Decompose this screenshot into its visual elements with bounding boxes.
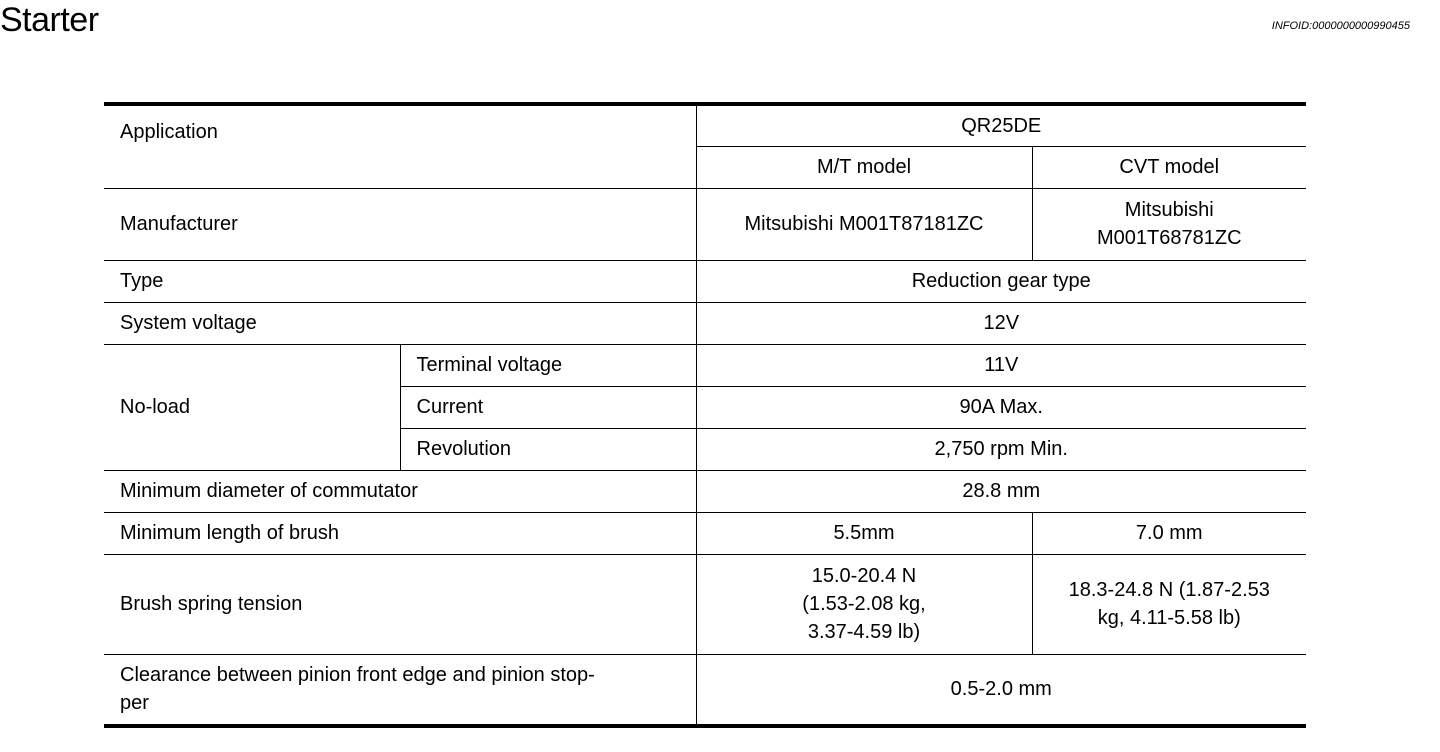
- starter-spec-table: [104, 102, 1306, 728]
- brush-spring-mt-line1: 15.0-20.4 N: [811, 565, 917, 587]
- table-row-brush-length: [104, 512, 1306, 554]
- page-title: Starter: [0, 1, 99, 39]
- table-row-brush-spring: [104, 554, 1306, 654]
- commutator-label: Minimum diameter of commutator: [104, 470, 696, 512]
- clearance-label-line1: Clearance between pinion front edge and pinion stop-: [120, 664, 595, 687]
- brush-length-mt-value: 5.5mm: [696, 512, 1032, 554]
- clearance-label: [104, 654, 696, 726]
- current-value: 90A Max.: [696, 386, 1306, 428]
- brush-spring-cvt-value: [1032, 554, 1306, 654]
- table-row-manufacturer: [104, 188, 1306, 260]
- table-row-terminal-voltage: [104, 344, 1306, 386]
- table-row-clearance: [104, 654, 1306, 726]
- commutator-value: 28.8 mm: [696, 470, 1306, 512]
- brush-spring-mt-value: [696, 554, 1032, 654]
- revolution-value: 2,750 rpm Min.: [696, 428, 1306, 470]
- manufacturer-mt-value: Mitsubishi M001T87181ZC: [696, 188, 1032, 260]
- terminal-voltage-value: 11V: [696, 344, 1306, 386]
- table-row-type: [104, 260, 1306, 302]
- info-id: INFOID:0000000000990455: [1271, 20, 1410, 32]
- system-voltage-value: 12V: [696, 302, 1306, 344]
- application-label: Application: [104, 104, 696, 188]
- revolution-label: Revolution: [400, 428, 696, 470]
- no-load-label: No-load: [104, 344, 400, 470]
- brush-length-label: Minimum length of brush: [104, 512, 696, 554]
- type-label: Type: [104, 260, 696, 302]
- brush-spring-cvt-line2: kg, 4.11-5.58 lb): [1097, 607, 1241, 629]
- manufacturer-cvt-line2: M001T68781ZC: [1096, 227, 1242, 249]
- table-row-commutator: [104, 470, 1306, 512]
- engine-header: QR25DE: [696, 104, 1306, 146]
- brush-spring-cvt-line1: 18.3-24.8 N (1.87-2.53: [1068, 579, 1270, 601]
- manufacturer-cvt-value: [1032, 188, 1306, 260]
- type-value: Reduction gear type: [696, 260, 1306, 302]
- brush-length-cvt-value: 7.0 mm: [1032, 512, 1306, 554]
- brush-spring-mt-line2: (1.53-2.08 kg,: [802, 593, 926, 615]
- brush-spring-label: Brush spring tension: [104, 554, 696, 654]
- table-row-application: [104, 104, 1306, 146]
- brush-spring-mt-line3: 3.37-4.59 lb): [807, 621, 921, 643]
- cvt-model-header: CVT model: [1032, 146, 1306, 188]
- clearance-label-line2: per: [120, 692, 149, 715]
- terminal-voltage-label: Terminal voltage: [400, 344, 696, 386]
- current-label: Current: [400, 386, 696, 428]
- mt-model-header: M/T model: [696, 146, 1032, 188]
- system-voltage-label: System voltage: [104, 302, 696, 344]
- table-row-system-voltage: [104, 302, 1306, 344]
- manufacturer-cvt-line1: Mitsubishi: [1124, 199, 1214, 221]
- manufacturer-label: Manufacturer: [104, 188, 696, 260]
- clearance-value: 0.5-2.0 mm: [696, 654, 1306, 726]
